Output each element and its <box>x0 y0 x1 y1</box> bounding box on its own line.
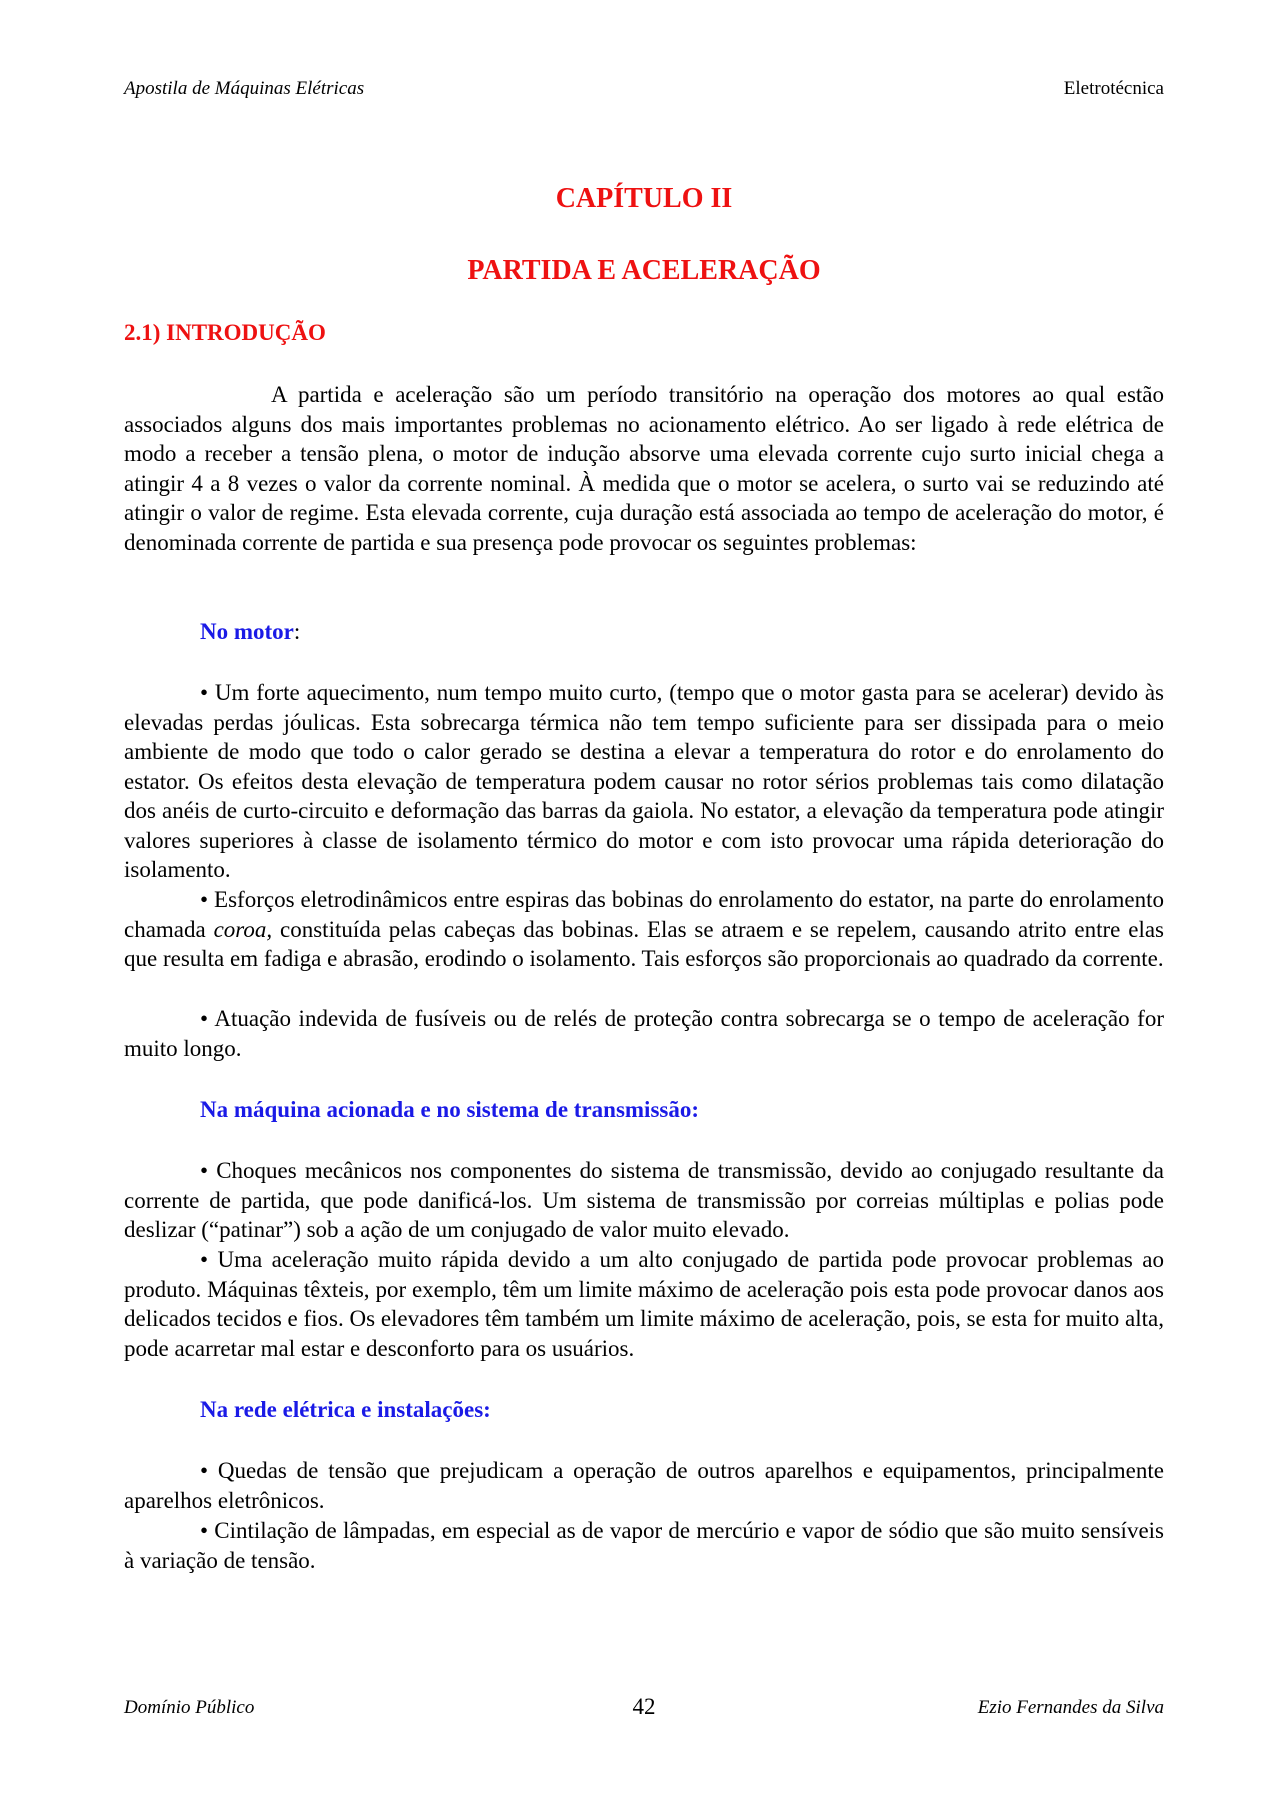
motor-bullet-1: • Um forte aquecimento, num tempo muito curto, (tempo que o motor gasta para se acelerar) devido às elevadas perdas jóulicas. Esta sobrecarga térmica não tem tempo suficiente para ser dissipada para o meio ambiente de modo que todo o calor gerado se destina a elevar a temperatura do rotor e do enrolamento do estator. Os efeitos desta elevação de temperatura podem causar no rotor sérios problemas tais como dilatação dos anéis de curto-circuito e deformação das barras da gaiola. No estator, a elevação da temperatura pode atingir valores superiores à classe de isolamento térmico do motor e com isto provocar uma rápida deterioração do isolamento. <box>124 680 1164 882</box>
grid-heading: Na rede elétrica e instalações: <box>200 1397 491 1422</box>
page-number: 42 <box>632 1694 656 1719</box>
motor-bullet-2 <box>124 885 1164 974</box>
motor-bullet-2-emphasis: coroa, <box>213 916 273 942</box>
footer-right: Ezio Fernandes da Silva <box>977 1697 1164 1718</box>
grid-bullet-1: • Quedas de tensão que prejudicam a operação de outros aparelhos e equipamentos, principalmente aparelhos eletrônicos. <box>124 1458 1164 1513</box>
motor-heading-colon: : <box>293 619 301 644</box>
header-right: Eletrotécnica <box>1063 78 1164 99</box>
intro-paragraph: A partida e aceleração são um período transitório na operação dos motores ao qual estão associados alguns dos mais importantes problemas no acionamento elétrico. Ao ser ligado à rede elétrica de modo a receber a tensão plena, o motor de indução absorve uma elevada corrente cujo surto inicial chega a atingir 4 a 8 vezes o valor da corrente nominal. À medida que o motor se acelera, o surto vai se reduzindo até atingir o valor de regime. Esta elevada corrente, cuja duração está associada ao tempo de aceleração do motor, é denominada corrente de partida e sua presença pode provocar os seguintes problemas: <box>124 382 1164 555</box>
motor-bullet-2-start: • Esforços eletrodinâmicos entre espiras das bobinas do enrolamento do estator, na parte do enrolamento chamada <box>124 887 1164 942</box>
machine-heading: Na máquina acionada e no sistema de transmissão: <box>200 1097 700 1122</box>
running-footer <box>124 1694 1164 1719</box>
section-heading: 2.1) INTRODUÇÃO <box>124 320 326 345</box>
machine-bullet-1: • Choques mecânicos nos componentes do sistema de transmissão, devido ao conjugado resultante da corrente de partida, que pode danificá-los. Um sistema de transmissão por correias múltiplas e polias pode deslizar (“patinar”) sob a ação de um conjugado de valor muito elevado. <box>124 1158 1164 1242</box>
running-header <box>124 78 1164 100</box>
footer-left: Domínio Público <box>124 1697 255 1718</box>
motor-heading-text: No motor <box>200 619 294 644</box>
machine-bullet-2: • Uma aceleração muito rápida devido a um alto conjugado de partida pode provocar problemas ao produto. Máquinas têxteis, por exemplo, têm um limite máximo de aceleração pois esta pode provocar danos aos delicados tecidos e fios. Os elevadores têm também um limite máximo de aceleração, pois, se esta for muito alta, pode acarretar mal estar e desconforto para os usuários. <box>124 1247 1164 1361</box>
motor-bullet-2-end: constituída pelas cabeças das bobinas. Elas se atraem e se repelem, causando atrito entre elas que resulta em fadiga e abrasão, erodindo o isolamento. Tais esforços são proporcionais ao quadrado da corrente. <box>124 916 1164 971</box>
header-left: Apostila de Máquinas Elétricas <box>124 78 365 99</box>
chapter-number: CAPÍTULO II <box>555 183 733 214</box>
motor-heading <box>200 619 300 645</box>
grid-bullet-2: • Cintilação de lâmpadas, em especial as de vapor de mercúrio e vapor de sódio que são muito sensíveis à variação de tensão. <box>124 1518 1164 1573</box>
chapter-title: PARTIDA E ACELERAÇÃO <box>467 255 821 286</box>
motor-bullet-3: • Atuação indevida de fusíveis ou de relés de proteção contra sobrecarga se o tempo de aceleração for muito longo. <box>124 1006 1164 1061</box>
